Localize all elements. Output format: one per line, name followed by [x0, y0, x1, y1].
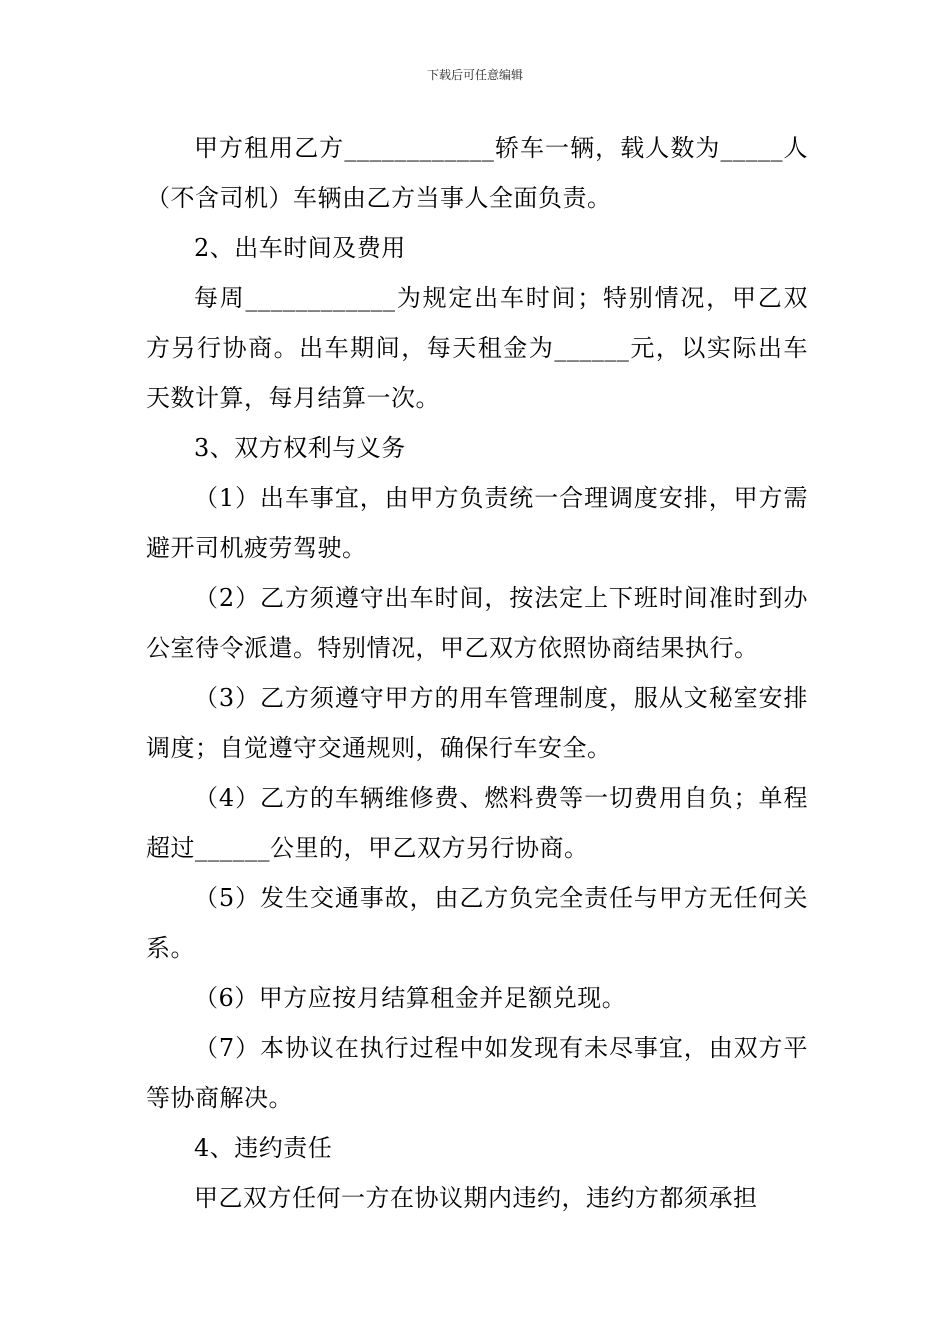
page-header: 下载后可任意编辑 — [426, 68, 523, 82]
paragraph-breach: 甲乙双方任何一方在协议期内违约，违约方都须承担 — [194, 1184, 758, 1212]
section-heading-breach: 4、违约责任 — [194, 1134, 333, 1162]
clause-7: （7）本协议在执行过程中如发现有未尽事宜，由双方平等协商解决。 — [146, 1034, 808, 1112]
section-heading-rights-obligations: 3、双方权利与义务 — [194, 434, 406, 462]
section-heading-schedule-fees: 2、出车时间及费用 — [194, 234, 406, 262]
paragraph-vehicle-rental: 甲方租用乙方____________轿车一辆，载人数为_____人（不含司机）车辆由乙方当事人全面负责。 — [146, 134, 808, 212]
clause-1: （1）出车事宜，由甲方负责统一合理调度安排，甲方需避开司机疲劳驾驶。 — [146, 484, 808, 562]
document-body — [146, 123, 808, 1223]
clause-6: （6）甲方应按月结算租金并足额兑现。 — [194, 984, 627, 1012]
clause-2: （2）乙方须遵守出车时间，按法定上下班时间准时到办公室待令派遣。特别情况，甲乙双方依照协商结果执行。 — [146, 584, 808, 662]
clause-4: （4）乙方的车辆维修费、燃料费等一切费用自负；单程超过______公里的，甲乙双方另行协商。 — [146, 784, 808, 862]
paragraph-schedule-fees: 每周____________为规定出车时间；特别情况，甲乙双方另行协商。出车期间，每天租金为______元，以实际出车天数计算，每月结算一次。 — [146, 284, 808, 412]
clause-5: （5）发生交通事故，由乙方负完全责任与甲方无任何关系。 — [146, 884, 808, 962]
clause-3: （3）乙方须遵守甲方的用车管理制度，服从文秘室安排调度；自觉遵守交通规则，确保行车安全。 — [146, 684, 808, 762]
